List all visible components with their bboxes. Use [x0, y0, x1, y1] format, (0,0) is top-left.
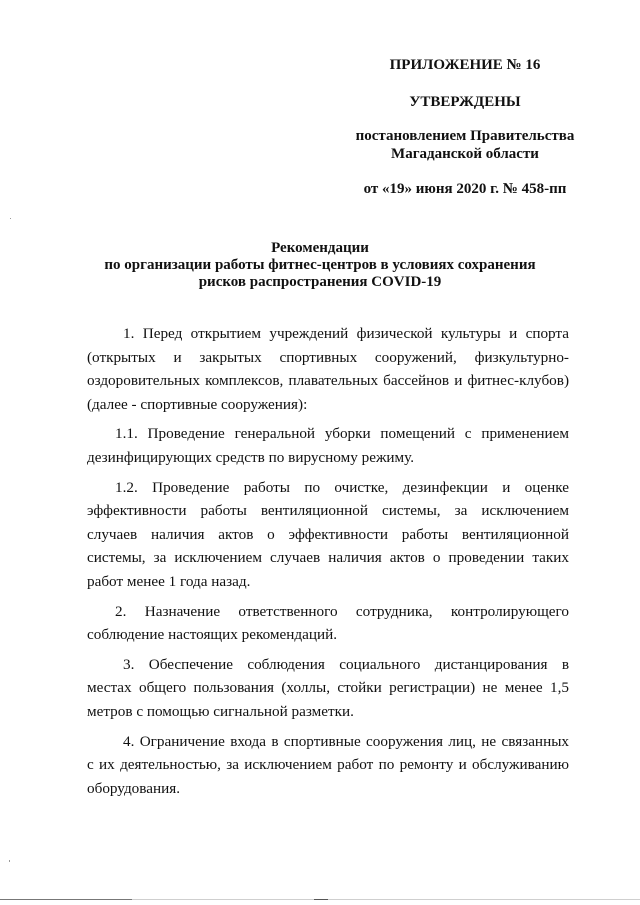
paragraph-line: 4. Ограничение входа в спортивные сооружения лиц, не связанных: [123, 732, 569, 750]
title-line-1: Рекомендации: [271, 240, 369, 256]
paragraph-line: (открытых и закрытых спортивных сооружений, физкультурно-: [87, 348, 569, 366]
paragraph-4: [87, 730, 569, 801]
paragraph-line: эффективности работы вентиляционной системы, за исключением: [87, 502, 569, 520]
paragraph-line: работ менее 1 года назад.: [87, 572, 251, 590]
approved-heading: УТВЕРЖДЕНЫ: [409, 94, 521, 110]
paragraph-line: 1.2. Проведение работы по очистке, дезинфекции и оценке: [115, 478, 569, 496]
paragraph-line: (далее - спортивные сооружения):: [87, 395, 308, 413]
paragraph-2: [87, 600, 569, 647]
paragraph-1: [87, 322, 569, 416]
paragraph-1-2: [87, 476, 569, 594]
decree-line-1: постановлением Правительства: [355, 128, 575, 144]
page-bottom-edge-shadow: [0, 899, 132, 900]
paragraph-line: 1. Перед открытием учреждений физической культуры и спорта: [123, 325, 569, 342]
paragraph-line: местах общего пользования (холлы, стойки регистрации) не менее 1,5: [87, 679, 569, 697]
title-line-3: рисков распространения COVID-19: [198, 274, 442, 290]
document-title: [60, 240, 580, 291]
decree-line-2: Магаданской области: [391, 146, 539, 162]
scan-speck: [10, 218, 11, 219]
paragraph-line: дезинфицирующих средств по вирусному режиму.: [87, 448, 415, 466]
paragraph-line: метров с помощью сигнальной разметки.: [87, 702, 354, 720]
decree-reference: [330, 127, 600, 163]
paragraph-line: оборудования.: [87, 779, 181, 797]
appendix-number: ПРИЛОЖЕНИЕ № 16: [389, 57, 541, 73]
scan-speck: [9, 860, 10, 862]
paragraph-line: с их деятельностью, за исключением работ по ремонту и обслуживанию: [87, 756, 569, 774]
document-body: [87, 322, 569, 806]
title-line-2: по организации работы фитнес-центров в условиях сохранения: [104, 257, 536, 273]
paragraph-line: 3. Обеспечение соблюдения социального дистанцирования в: [123, 655, 569, 673]
paragraph-1-1: [87, 422, 569, 469]
paragraph-line: системы, за исключением случаев наличия актов о проведении таких: [87, 549, 569, 567]
paragraph-line: 1.1. Проведение генеральной уборки помещений с применением: [115, 425, 569, 443]
paragraph-line: случаев наличия актов о эффективности работы вентиляционной: [87, 525, 569, 543]
page-bottom-mark: [314, 899, 328, 900]
paragraph-line: оздоровительных комплексов, плавательных бассейнов и фитнес-клубов): [87, 372, 569, 390]
paragraph-line: соблюдение настоящих рекомендаций.: [87, 626, 338, 644]
decree-date: от «19» июня 2020 г. № 458-пп: [363, 181, 567, 197]
paragraph-line: 2. Назначение ответственного сотрудника, контролирующего: [115, 602, 569, 620]
paragraph-3: [87, 653, 569, 724]
